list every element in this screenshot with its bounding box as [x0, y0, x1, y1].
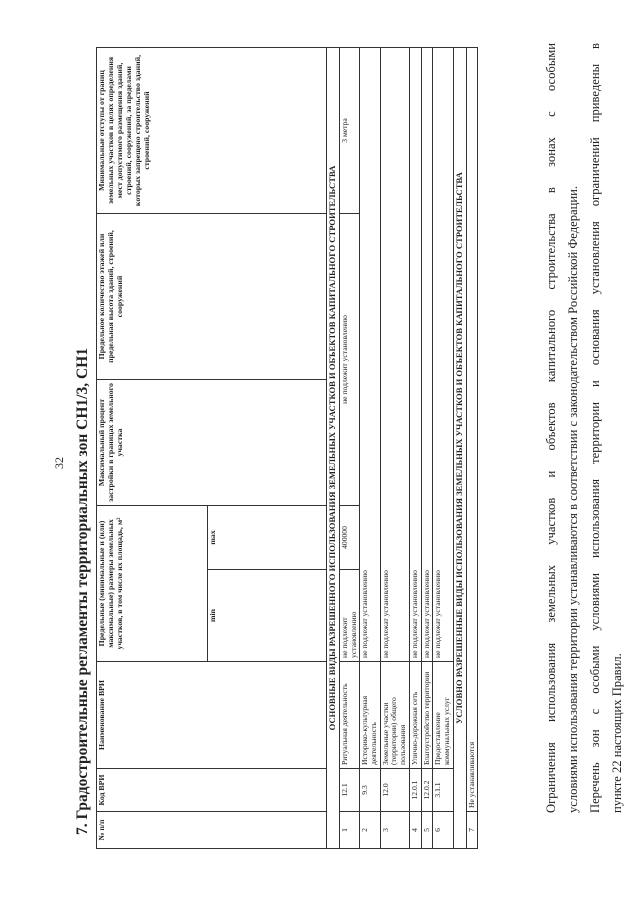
cell-name: Ритуальная деятельность: [339, 662, 359, 769]
header-max: max: [208, 505, 327, 569]
table-row: [339, 47, 359, 848]
cell-setback: 3 метра: [339, 47, 359, 213]
table-row: [360, 47, 380, 848]
section-conditional-row: [453, 47, 466, 848]
cell-code: 3.1.1: [433, 769, 453, 812]
section-conditional-title: УСЛОВНО РАЗРЕШЕННЫЕ ВИДЫ ИСПОЛЬЗОВАНИЯ ЗЕМЕЛЬНЫХ УЧАСТКОВ И ОБЪЕКТОВ КАПИТАЛЬНОГО СТРОИТЕЛЬСТВА: [453, 47, 466, 848]
cell-merged: не подлежат установлению: [421, 47, 433, 661]
header-name: Наименование ВРИ: [97, 662, 327, 769]
cell-merged: не подлежат установлению: [409, 47, 421, 661]
cell-name: Историко-культурная деятельность: [360, 662, 380, 769]
cell-code: 12.0: [380, 769, 409, 812]
cell-merged: не подлежат установлению: [433, 47, 453, 661]
header-floors: Предельное количество этажей или предельная высота зданий, строений, сооружений: [97, 213, 327, 379]
section-main-row: [327, 47, 340, 848]
cell-code: 9.3: [360, 769, 380, 812]
paragraph-line: Перечень зон с особыми условиями использования территории и основания установления ограничений приведены в: [588, 43, 602, 813]
cell-name: Улично-дорожная сеть: [409, 662, 421, 769]
table-row: [421, 47, 433, 848]
zones-list-paragraph: [584, 43, 628, 849]
header-setback: Минимальные отступы от границ земельных участков в целях определения мест допустимого размещения зданий, строений, сооружений, за пределами которых запрещено строительство зданий, строений, сооружений: [97, 47, 327, 213]
cell-num: 6: [433, 812, 453, 849]
cell-code: 12.0.1: [409, 769, 421, 812]
header-size-group: Предельные (минимальные и (или) максимальные) размеры земельных участков, в том числе их площадь, м²: [97, 505, 208, 661]
header-num: № п/п: [97, 812, 327, 849]
cell-name: Благоустройство территории: [421, 662, 433, 769]
table-row: [380, 47, 409, 848]
cell-coverage: не подлежит установлению: [339, 213, 359, 505]
cell-num: 4: [409, 812, 421, 849]
cell-num: 5: [421, 812, 433, 849]
section-title: 7. Градостроительные регламенты территориальных зон СН1/3, СН1: [74, 348, 91, 835]
paragraph-line: Ограничения использования земельных участков и объектов капитального строительства в зонах с особыми: [544, 43, 558, 813]
header-row: [97, 47, 208, 848]
page-number: 32: [52, 457, 66, 469]
cell-num: 7: [466, 812, 478, 849]
cell-min: не подлежит установлению: [339, 570, 359, 662]
paragraph-line: условиями использования территории устанавливаются в соответствии с законодательством Российской Федерации.: [566, 186, 580, 813]
table-row: [466, 47, 478, 848]
header-min: min: [208, 570, 327, 662]
cell-merged: не подлежат установлению: [380, 47, 409, 661]
table-row: [433, 47, 453, 848]
restrictions-paragraph: [540, 43, 584, 849]
regulations-table: [96, 47, 478, 849]
cell-num: 3: [380, 812, 409, 849]
cell-code: 12.1: [339, 769, 359, 812]
cell-num: 1: [339, 812, 359, 849]
table-row: [409, 47, 421, 848]
section-main-title: ОСНОВНЫЕ ВИДЫ РАЗРЕШЕННОГО ИСПОЛЬЗОВАНИЯ ЗЕМЕЛЬНЫХ УЧАСТКОВ И ОБЪЕКТОВ КАПИТАЛЬНОГО СТРОИТЕЛЬСТВА: [327, 47, 340, 848]
paragraph-line: пункте 22 настоящих Правил.: [610, 653, 624, 813]
cell-merged: не подлежат установлению: [360, 47, 380, 661]
header-coverage: Максимальный процент застройки в границах земельного участка: [97, 379, 327, 505]
header-code: Код ВРИ: [97, 769, 327, 812]
cell-conditional-text: Не устанавливаются: [466, 47, 478, 811]
cell-code: 12.0.2: [421, 769, 433, 812]
cell-num: 2: [360, 812, 380, 849]
cell-name: Земельные участки (территории) общего пользования: [380, 662, 409, 769]
cell-name: Предоставление коммунальных услуг: [433, 662, 453, 769]
cell-max: 400000: [339, 505, 359, 569]
